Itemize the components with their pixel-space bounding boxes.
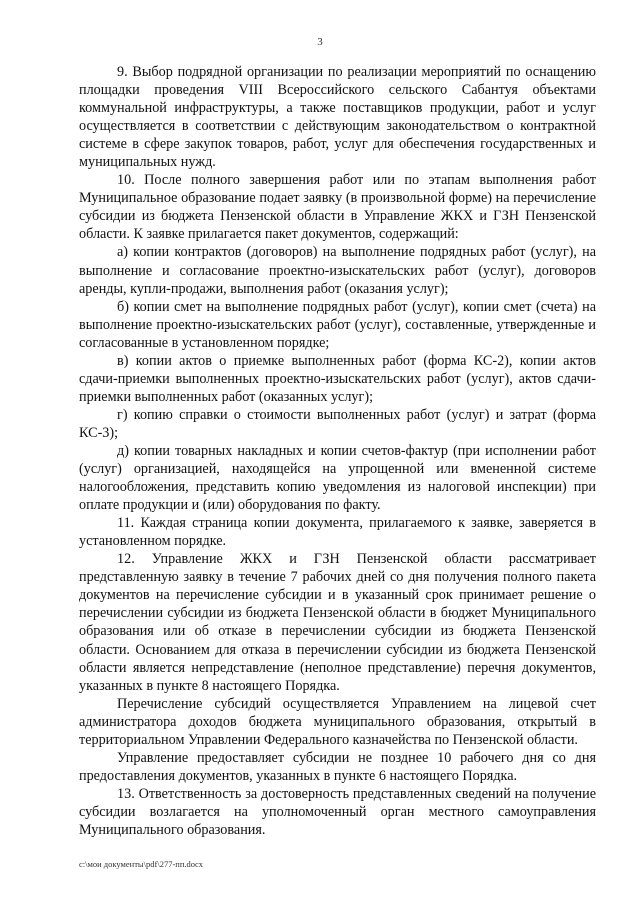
page-number: 3 [317,36,323,48]
paragraph-10: 10. После полного завершения работ или по этапам выполнения работ Муниципальное образование подает заявку (в произвольной форме) на перечисление субсидии из бюджета Пензенской области в Управление ЖКХ и ГЗН Пензенской области. К заявке прилагается пакет документов, содержащий: [79,172,596,243]
paragraph-transfer: Перечисление субсидий осуществляется Управлением на лицевой счет администратора доходов бюджета муниципального образования, открытый в территориальном Управлении Федерального казначейства по Пензенской области. [79,695,596,748]
list-item-a: а) копии контрактов (договоров) на выполнение подрядных работ (услуг), на выполнение и согласование проектно-изыскательских работ (услуг), договоров аренды, купли-продажи, выполнения работ (оказания услуг); [79,244,596,297]
file-path-footer: c:\мои документы\pdf\277-пп.docx [79,859,204,869]
paragraph-deadline: Управление предоставляет субсидии не позднее 10 рабочего дня со дня предоставления документов, указанных в пункте 6 настоящего Порядка. [79,749,596,784]
paragraph-11: 11. Каждая страница копии документа, прилагаемого к заявке, заверяется в установленном порядке. [79,515,596,550]
list-item-v: в) копии актов о приемке выполненных работ (форма КС-2), копии актов сдачи-приемки выполненных проектно-изыскательских работ (услуг), актов сдачи-приемки выполненных работ (оказанных услуг); [79,352,596,405]
paragraph-9: 9. Выбор подрядной организации по реализации мероприятий по оснащению площадки проведения VIII Всероссийского сельского Сабантуя объектами коммунальной инфраструктуры, а также поставщиков продукции, работ и услуг осуществляется в соответствии с действующим законодательством о контрактной системе в сфере закупок товаров, работ, услуг для обеспечения государственных и муниципальных нужд. [79,64,596,171]
document-body [79,63,596,839]
list-item-g: г) копию справки о стоимости выполненных работ (услуг) и затрат (форма КС-3); [79,406,596,441]
list-item-d: д) копии товарных накладных и копии счетов-фактур (при исполнении работ (услуг) организацией, находящейся на упрощенной или вмененной системе налогообложения, представить копию уведомления из налоговой инспекции) при оплате продукции и (или) оборудования по факту. [79,442,596,514]
paragraph-12: 12. Управление ЖКХ и ГЗН Пензенской области рассматривает представленную заявку в течение 7 рабочих дней со дня получения полного пакета документов на перечисление субсидии и в указанный срок принимает решение о перечислении субсидии из бюджета Пензенской области в бюджет Муниципального образования или об отказе в перечислении субсидии из бюджета Пензенской области. Основанием для отказа в перечислении субсидии из бюджета Пензенской области является непредставление (неполное представление) перечня документов, указанных в пункте 8 настоящего Порядка. [79,551,596,694]
list-item-b: б) копии смет на выполнение подрядных работ (услуг), копии смет (счета) на выполнение проектно-изыскательских работ (услуг), составленные, утвержденные и согласованные в установленном порядке; [79,298,596,351]
paragraph-13: 13. Ответственность за достоверность представленных сведений на получение субсидии возлагается на уполномоченный орган местного самоуправления Муниципального образования. [79,785,596,838]
